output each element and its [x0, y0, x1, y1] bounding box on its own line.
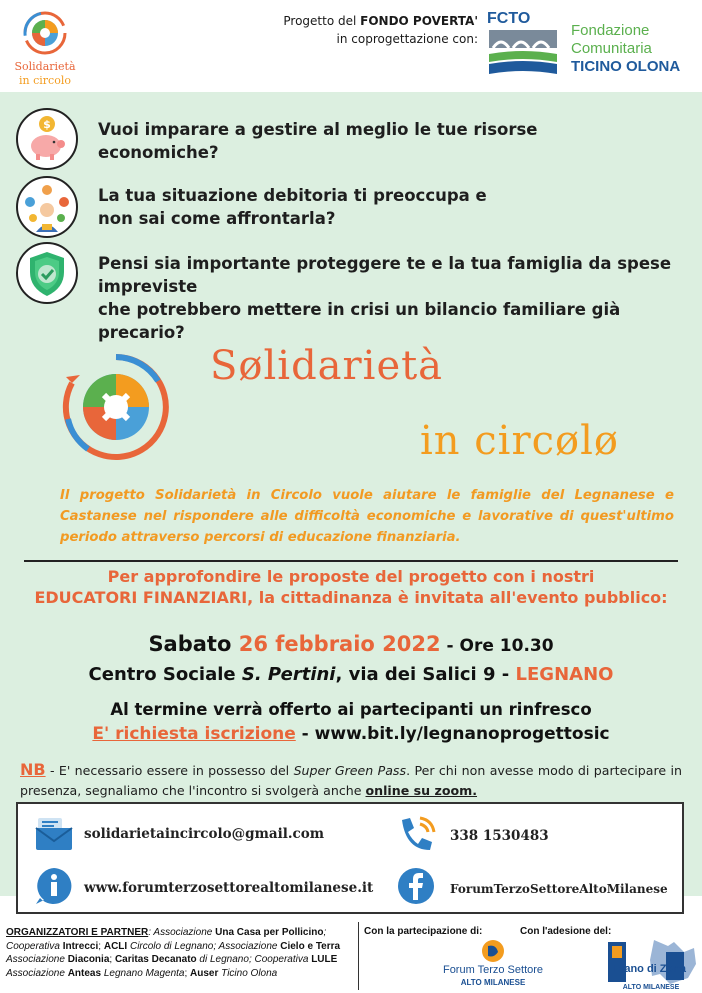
organizers-segment: ; Associazione [213, 940, 281, 952]
pdz-logo-text: Piano di Zona [613, 963, 687, 975]
question-2-line-b: non sai come affrontarla? [98, 209, 336, 228]
piano-di-zona-logo-icon [604, 938, 698, 986]
organizers-segment: ; [184, 967, 191, 979]
place-part-c: , via dei Salici 9 - [335, 664, 516, 685]
project-name: FONDO POVERTA' [360, 14, 478, 28]
nb-text-b: Super Green Pass [293, 763, 407, 778]
nb-label: NB [20, 760, 46, 779]
event-city: LEGNANO [515, 664, 614, 685]
circle-arrows-icon [20, 8, 70, 58]
nb-note [20, 760, 682, 801]
event-date-value: 26 febbraio 2022 [238, 632, 441, 656]
piggy-bank-icon [16, 108, 78, 170]
place-part-a: Centro Sociale [88, 664, 242, 685]
footer [0, 914, 702, 993]
organizers-segment: ; Cooperativa [6, 927, 327, 952]
question-1-line-b: economiche? [98, 143, 219, 162]
registration-link[interactable]: E' richiesta iscrizione [92, 724, 296, 744]
organizers-text [6, 926, 356, 980]
event-time: - Ore 10.30 [440, 636, 554, 656]
organizers-segment: Circolo di Legnano [127, 940, 214, 952]
organizers-segment: ACLI [103, 940, 128, 952]
contacts-box [16, 802, 684, 914]
organizers-segment: ; [98, 940, 104, 952]
organizers-segment: Legnano Magenta [101, 967, 185, 979]
organizers-segment: di Legnano [196, 954, 249, 965]
event-invite [0, 566, 702, 608]
organizers-segment: Anteas [67, 967, 102, 979]
organizers-segment: Associazione [6, 954, 68, 965]
contact-website[interactable]: www.forumterzosettorealtomilanese.it [84, 880, 374, 896]
organizers-segment: Associazione [6, 967, 68, 979]
organizers-segment: ; [109, 954, 115, 965]
invite-line1: Per approfondire le proposte del progetto con i nostri [107, 567, 595, 586]
project-suffix: in coprogettazione con: [336, 32, 478, 46]
header [0, 0, 702, 92]
brand-title-line2: in circølø [420, 418, 619, 464]
event-place [0, 664, 702, 685]
project-credit [240, 12, 478, 48]
organizers-title: ORGANIZZATORI E PARTNER [6, 927, 149, 938]
registration-line [0, 724, 702, 744]
organizers-segment: Auser [190, 967, 219, 979]
facebook-icon [396, 866, 436, 906]
organizers-segment: Diaconia [67, 954, 110, 965]
foundation-line1: Fondazione [571, 22, 650, 39]
debt-worry-icon [16, 176, 78, 238]
participation-label: Con la partecipazione di: [364, 926, 483, 937]
question-2-line-a: La tua situazione debitoria ti preoccupa e [98, 186, 487, 205]
divider [24, 560, 678, 562]
event-date [0, 632, 702, 656]
fts-sub: ALTO MILANESE [460, 978, 526, 987]
foundation-name [571, 22, 680, 76]
solidarieta-logo-small [14, 8, 76, 88]
organizers-segment: Una Casa per Pollicino [215, 927, 324, 938]
project-prefix: Progetto del [283, 14, 361, 28]
shield-check-icon [16, 242, 78, 304]
contact-facebook[interactable]: ForumTerzoSettoreAltoMilanese [450, 882, 668, 896]
logo-small-line2: in circolo [19, 74, 71, 87]
question-3-line-a: Pensi sia importante proteggere te e la tua famiglia da spese impreviste [98, 254, 672, 296]
contact-phone[interactable]: 338 1530483 [450, 828, 549, 844]
organizers-segment: Intrecci [62, 940, 99, 952]
forum-terzo-settore-logo-icon [438, 938, 548, 964]
event-day: Sabato [148, 632, 239, 656]
registration-url[interactable]: www.bit.ly/legnanoprogettosic [314, 724, 610, 744]
info-icon [34, 866, 74, 906]
refreshment-note: Al termine verrà offerto ai partecipanti un rinfresco [110, 700, 592, 719]
registration-sep: - [295, 724, 315, 744]
organizers-segment: Cielo e Terra [280, 940, 341, 952]
organizers-segment: LULE [311, 954, 338, 965]
footer-separator [358, 922, 359, 990]
question-2 [98, 184, 487, 230]
place-part-b: S. Pertini [241, 664, 336, 685]
contact-email[interactable]: solidarietaincircolo@gmail.com [84, 826, 325, 842]
svg-text:$: $ [43, 118, 51, 131]
foundation-line2: Comunitaria [571, 40, 652, 57]
nb-text-a: - E' necessario essere in possesso del [45, 763, 294, 778]
solidarieta-logo-large [58, 349, 174, 465]
foundation-line3: TICINO OLONA [571, 58, 681, 75]
pdz-sub: ALTO MILANESE [622, 984, 680, 991]
fts-name: Forum Terzo Settore [442, 964, 544, 976]
brand-title-line1: Sølidarietà [210, 343, 444, 389]
organizers-segment: ; Cooperativa [248, 954, 312, 965]
organizers-segment: Ticino Olona [218, 967, 278, 979]
intro-text: Il progetto Solidarietà in Circolo vuole aiutare le famiglie del Legnanese e Castanese nel rispondere alle difficoltà economiche e lavorative di quest'ultimo periodo attraverso percorsi di educazione finanziaria. [60, 488, 674, 545]
question-1-line-a: Vuoi imparare a gestire al meglio le tue risorse [98, 120, 538, 139]
logo-small-line1: Solidarietà [14, 60, 76, 73]
question-3-line-b: che potrebbero mettere in crisi un bilancio familiare già precario? [98, 300, 621, 342]
phone-icon [396, 814, 436, 854]
invite-line2: EDUCATORI FINANZIARI, la cittadinanza è invitata all'evento pubblico: [34, 588, 668, 607]
adhesion-label: Con l'adesione del: [520, 926, 612, 937]
zoom-link[interactable]: online su zoom. [365, 783, 478, 798]
question-3 [98, 252, 702, 344]
email-icon [34, 814, 74, 854]
nb-text-c: . Per chi non avesse modo di partecipare in presenza, segnaliamo che l'incontro si svolgerà anche [20, 763, 682, 798]
organizers-segment: : Associazione [148, 927, 216, 938]
fcto-label: FCTO [487, 10, 531, 27]
question-1 [98, 118, 538, 164]
organizers-segment: Caritas Decanato [114, 954, 197, 965]
